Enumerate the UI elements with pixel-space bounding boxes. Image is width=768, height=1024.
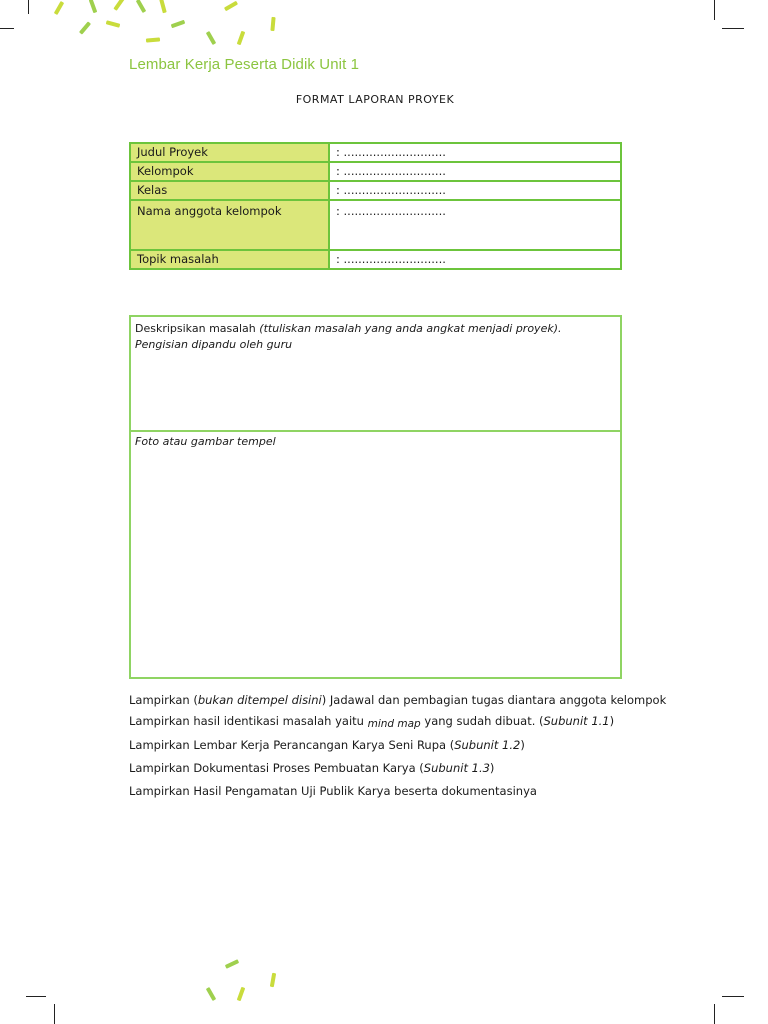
- attachment-text: ): [609, 714, 615, 728]
- attachment-line: [129, 784, 537, 798]
- attachment-text: Lampirkan hasil identikasi masalah yaitu: [129, 714, 368, 728]
- confetti-dash: [136, 0, 146, 13]
- confetti-dash: [270, 973, 276, 987]
- attachment-text: ) Jadawal dan pembagian tugas diantara anggota kelompok: [321, 693, 667, 707]
- crop-mark: [0, 28, 14, 29]
- attachment-emphasis: Subunit 1.2: [454, 738, 521, 752]
- attachment-text: Lampirkan Dokumentasi Proses Pembuatan Karya (: [129, 761, 424, 775]
- confetti-dash: [237, 31, 246, 46]
- photo-label: Foto atau gambar tempel: [135, 435, 276, 448]
- attachment-text: yang sudah dibuat. (: [420, 714, 544, 728]
- attachment-emphasis: Subunit 1.3: [423, 761, 490, 775]
- confetti-dash: [206, 987, 216, 1001]
- report-boxes: [129, 315, 622, 679]
- row-value-field[interactable]: : ............................: [329, 143, 621, 162]
- attachment-text: ): [489, 761, 495, 775]
- confetti-dash: [270, 17, 275, 31]
- confetti-dash: [206, 31, 216, 45]
- attachment-line: [129, 714, 614, 728]
- confetti-dash: [106, 20, 121, 27]
- confetti-dash: [54, 1, 64, 15]
- project-info-table: [129, 142, 622, 270]
- crop-mark: [714, 0, 715, 20]
- confetti-dash: [225, 959, 239, 969]
- description-box[interactable]: [131, 317, 620, 432]
- table-row: [130, 162, 621, 181]
- description-prompt: [135, 321, 612, 353]
- crop-mark: [714, 1004, 715, 1024]
- photo-box[interactable]: [131, 432, 620, 677]
- row-value-field[interactable]: : ............................: [329, 250, 621, 269]
- attachment-text: Lampirkan Hasil Pengamatan Uji Publik Karya beserta dokumentasinya: [129, 784, 537, 798]
- row-label: Kelas: [130, 181, 329, 200]
- attachment-emphasis: bukan ditempel disini: [197, 693, 322, 707]
- crop-mark: [28, 0, 29, 14]
- table-row: [130, 200, 621, 250]
- crop-mark: [722, 996, 744, 997]
- row-label: Nama anggota kelompok: [130, 200, 329, 250]
- attachment-text: ): [520, 738, 525, 752]
- attachment-line: [129, 693, 666, 707]
- row-value-field[interactable]: : ............................: [329, 200, 621, 250]
- description-hint: (ttuliskan masalah yang anda angkat menjadi proyek). Pengisian dipandu oleh guru: [135, 322, 562, 351]
- unit-title: Lembar Kerja Peserta Didik Unit 1: [129, 56, 360, 73]
- table-row: [130, 250, 621, 269]
- table-row: [130, 143, 621, 162]
- attachment-line: [129, 761, 494, 775]
- attachment-line: [129, 738, 525, 752]
- attachment-emphasis: mind map: [367, 718, 421, 730]
- confetti-dash: [146, 37, 160, 42]
- confetti-dash: [159, 0, 166, 13]
- row-label: Topik masalah: [130, 250, 329, 269]
- description-label: Deskripsikan masalah: [135, 322, 256, 335]
- row-label: Judul Proyek: [130, 143, 329, 162]
- row-label: Kelompok: [130, 162, 329, 181]
- attachment-emphasis: Subunit 1.1: [543, 714, 610, 728]
- confetti-dash: [89, 0, 98, 13]
- table-row: [130, 181, 621, 200]
- page-title: FORMAT LAPORAN PROYEK: [295, 93, 455, 106]
- attachment-text: Lampirkan (: [129, 693, 198, 707]
- row-value-field[interactable]: : ............................: [329, 181, 621, 200]
- confetti-dash: [113, 0, 124, 11]
- confetti-dash: [237, 987, 246, 1002]
- row-value-field[interactable]: : ............................: [329, 162, 621, 181]
- crop-mark: [26, 996, 46, 997]
- crop-mark: [722, 28, 744, 29]
- confetti-dash: [171, 20, 186, 29]
- crop-mark: [54, 1004, 55, 1024]
- attachment-text: Lampirkan Lembar Kerja Perancangan Karya Seni Rupa (: [129, 738, 455, 752]
- confetti-dash: [79, 21, 91, 34]
- confetti-dash: [224, 1, 238, 11]
